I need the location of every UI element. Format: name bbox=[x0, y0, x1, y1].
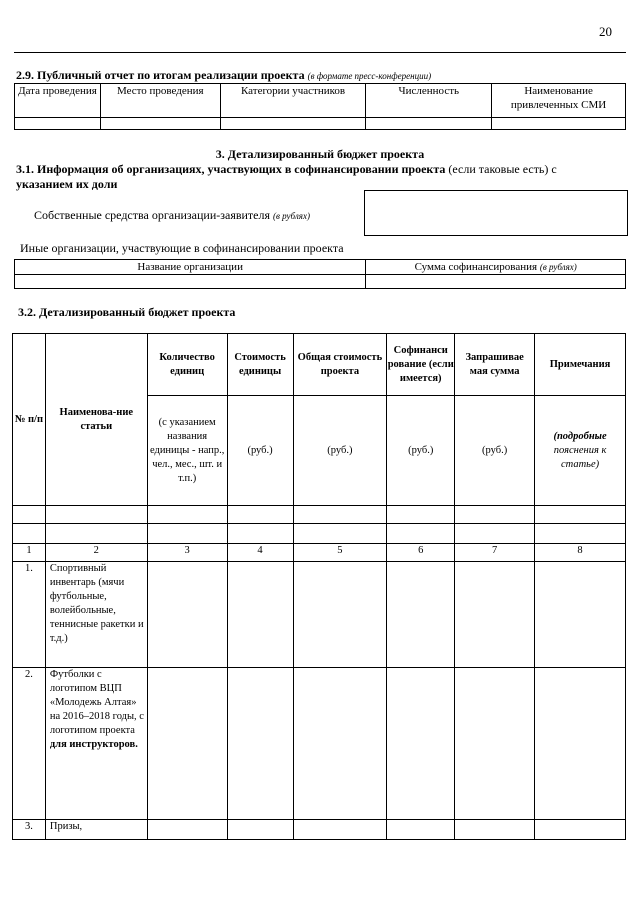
header-org-name: Название организации bbox=[15, 260, 366, 275]
cell[interactable] bbox=[387, 562, 455, 668]
col-no-text: № п/п bbox=[14, 413, 44, 425]
cell[interactable] bbox=[293, 506, 387, 524]
col-cost: Стоимость единицы bbox=[227, 334, 293, 396]
cell[interactable] bbox=[293, 524, 387, 544]
row-name: Призы, bbox=[45, 820, 147, 840]
col-no bbox=[13, 334, 46, 506]
col-qty-sub: (с указанием названия единицы - напр., чел., мес., шт. и т.п.) bbox=[147, 396, 227, 506]
col-total: Общая стоимость проекта bbox=[293, 334, 387, 396]
header-count: Численность bbox=[366, 84, 492, 118]
header-org-sum-note: (в рублях) bbox=[539, 262, 577, 272]
budget-table bbox=[12, 333, 626, 840]
table-row bbox=[13, 668, 626, 820]
col-req: Запрашивае мая сумма bbox=[455, 334, 535, 396]
cell[interactable] bbox=[147, 524, 227, 544]
cell[interactable] bbox=[455, 524, 535, 544]
col-qty: Количество единиц bbox=[147, 334, 227, 396]
row-no: 2. bbox=[13, 668, 46, 820]
cell[interactable] bbox=[387, 506, 455, 524]
public-report-table bbox=[14, 83, 626, 130]
own-funds-text: Собственные средства организации-заявителя bbox=[34, 208, 271, 222]
cell[interactable] bbox=[13, 524, 46, 544]
cell[interactable] bbox=[227, 668, 293, 820]
row-name: Спортивный инвентарь (мячи футбольные, волейбольные, теннисные ракетки и т.д.) bbox=[45, 562, 147, 668]
row-no: 3. bbox=[13, 820, 46, 840]
cell[interactable] bbox=[366, 275, 626, 289]
row-name bbox=[45, 668, 147, 820]
col-notes-sub-italic: пояснения к статье) bbox=[553, 444, 607, 470]
section-3-1-normal: (если таковые есть) с bbox=[448, 162, 557, 176]
cofinancing-orgs-table bbox=[14, 259, 626, 289]
cell[interactable] bbox=[535, 820, 626, 840]
col-notes: Примечания bbox=[535, 334, 626, 396]
cell[interactable] bbox=[100, 118, 220, 130]
cell[interactable] bbox=[535, 524, 626, 544]
cell[interactable] bbox=[45, 524, 147, 544]
section-3-1-title bbox=[16, 162, 628, 192]
cell[interactable] bbox=[293, 820, 387, 840]
table-row bbox=[13, 562, 626, 668]
cell[interactable] bbox=[387, 524, 455, 544]
cell[interactable] bbox=[227, 562, 293, 668]
header-place: Место проведения bbox=[100, 84, 220, 118]
cell[interactable] bbox=[220, 118, 366, 130]
col-number: 5 bbox=[293, 544, 387, 562]
section-3-2-title: 3.2. Детализированный бюджет проекта bbox=[18, 305, 236, 319]
col-req-sub: (руб.) bbox=[455, 396, 535, 506]
header-org-sum bbox=[366, 260, 626, 275]
cell[interactable] bbox=[455, 820, 535, 840]
page-number: 20 bbox=[599, 24, 612, 39]
col-name: Наименова-ние статьи bbox=[45, 334, 147, 506]
col-number: 1 bbox=[13, 544, 46, 562]
header-date: Дата проведения bbox=[15, 84, 101, 118]
cell[interactable] bbox=[147, 820, 227, 840]
cell[interactable] bbox=[13, 506, 46, 524]
section-2-9-title-text: 2.9. Публичный отчет по итогам реализации проекта bbox=[16, 68, 305, 82]
cell[interactable] bbox=[366, 118, 492, 130]
col-cofin: Софинанси рование (если имеется) bbox=[387, 334, 455, 396]
top-divider bbox=[14, 52, 626, 53]
other-orgs-label: Иные организации, участвующие в софинансировании проекта bbox=[20, 241, 344, 255]
cell[interactable] bbox=[147, 562, 227, 668]
col-number: 3 bbox=[147, 544, 227, 562]
own-funds-box[interactable] bbox=[364, 190, 628, 236]
cell[interactable] bbox=[147, 506, 227, 524]
cell[interactable] bbox=[15, 275, 366, 289]
row-name-bold: для инструкторов. bbox=[49, 739, 138, 750]
header-media: Наименование привлеченных СМИ bbox=[492, 84, 626, 118]
own-funds-label bbox=[34, 208, 310, 223]
cell[interactable] bbox=[492, 118, 626, 130]
col-number: 8 bbox=[535, 544, 626, 562]
cell[interactable] bbox=[387, 668, 455, 820]
own-funds-note: (в рублях) bbox=[273, 211, 310, 221]
col-number: 2 bbox=[45, 544, 147, 562]
col-cost-sub: (руб.) bbox=[227, 396, 293, 506]
cell[interactable] bbox=[455, 506, 535, 524]
col-number: 6 bbox=[387, 544, 455, 562]
cell[interactable] bbox=[45, 506, 147, 524]
header-org-sum-text: Сумма софинансирования bbox=[414, 261, 538, 273]
section-3-1-bold: 3.1. Информация об организациях, участвующих в софинансировании проекта bbox=[16, 162, 446, 176]
cell[interactable] bbox=[293, 562, 387, 668]
col-notes-sub bbox=[535, 396, 626, 506]
cell[interactable] bbox=[535, 506, 626, 524]
cell[interactable] bbox=[535, 668, 626, 820]
cell[interactable] bbox=[227, 524, 293, 544]
cell[interactable] bbox=[455, 668, 535, 820]
col-number: 4 bbox=[227, 544, 293, 562]
header-categories: Категории участников bbox=[220, 84, 366, 118]
col-notes-sub-bold: (подробные bbox=[553, 430, 607, 442]
cell[interactable] bbox=[535, 562, 626, 668]
section-3-1-bold2: указанием их доли bbox=[16, 177, 118, 191]
section-2-9-note: (в формате пресс-конференции) bbox=[307, 71, 432, 81]
row-name-text: Футболки с логотипом ВЦП «Молодежь Алтая» на 2016–2018 годы, с логотипом проекта bbox=[49, 669, 144, 736]
col-cofin-sub: (руб.) bbox=[387, 396, 455, 506]
cell[interactable] bbox=[227, 506, 293, 524]
cell[interactable] bbox=[227, 820, 293, 840]
cell[interactable] bbox=[293, 668, 387, 820]
table-row bbox=[13, 820, 626, 840]
cell[interactable] bbox=[147, 668, 227, 820]
section-2-9-title bbox=[16, 68, 431, 83]
cell[interactable] bbox=[15, 118, 101, 130]
cell[interactable] bbox=[387, 820, 455, 840]
col-total-sub: (руб.) bbox=[293, 396, 387, 506]
cell[interactable] bbox=[455, 562, 535, 668]
section-3-title: 3. Детализированный бюджет проекта bbox=[215, 147, 425, 161]
row-no: 1. bbox=[13, 562, 46, 668]
col-number: 7 bbox=[455, 544, 535, 562]
